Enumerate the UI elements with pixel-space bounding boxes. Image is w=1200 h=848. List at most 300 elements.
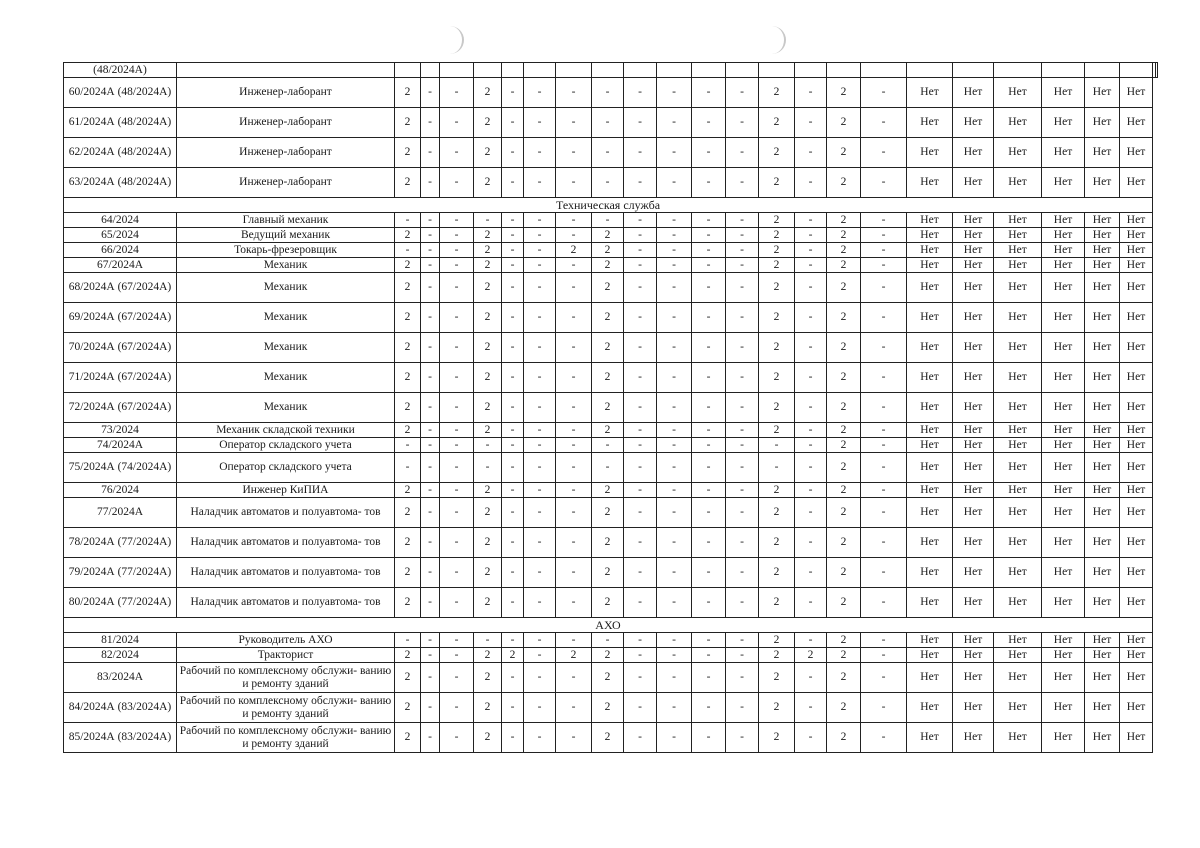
- value-cell: -: [726, 393, 759, 423]
- value-cell: 2: [556, 243, 592, 258]
- value-cell: -: [524, 363, 556, 393]
- value-cell: -: [624, 258, 657, 273]
- value-cell: Нет: [1085, 423, 1120, 438]
- value-cell: Нет: [1042, 138, 1085, 168]
- value-cell: 2: [759, 363, 795, 393]
- position-name-cell: Инженер-лаборант: [177, 138, 395, 168]
- value-cell: -: [524, 633, 556, 648]
- position-name-cell: Наладчик автоматов и полуавтома- тов: [177, 498, 395, 528]
- value-cell: -: [726, 558, 759, 588]
- value-cell: -: [440, 303, 474, 333]
- value-cell: Нет: [1042, 528, 1085, 558]
- workplace-code-cell: 78/2024А (77/2024А): [64, 528, 177, 558]
- position-name-cell: Рабочий по комплексному обслужи- ванию и ремонту зданий: [177, 693, 395, 723]
- value-cell: 2: [474, 498, 502, 528]
- value-cell: Нет: [1042, 663, 1085, 693]
- value-cell: -: [657, 498, 692, 528]
- value-cell: Нет: [1085, 258, 1120, 273]
- workplace-code-cell: 75/2024А (74/2024А): [64, 453, 177, 483]
- value-cell: 2: [827, 228, 861, 243]
- value-cell: -: [556, 213, 592, 228]
- value-cell: 2: [592, 228, 624, 243]
- value-cell: Нет: [994, 108, 1042, 138]
- value-cell: Нет: [1042, 498, 1085, 528]
- value-cell: Нет: [1085, 213, 1120, 228]
- value-cell: 2: [474, 528, 502, 558]
- value-cell: Нет: [953, 498, 994, 528]
- value-cell: -: [624, 228, 657, 243]
- value-cell: Нет: [907, 108, 953, 138]
- value-cell: -: [592, 168, 624, 198]
- value-cell: -: [726, 483, 759, 498]
- value-cell: -: [524, 333, 556, 363]
- workplace-code-cell: 84/2024А (83/2024А): [64, 693, 177, 723]
- position-name-cell: Ведущий механик: [177, 228, 395, 243]
- value-cell: [502, 63, 524, 78]
- table-row: [64, 558, 1158, 588]
- workplace-code-cell: 69/2024А (67/2024А): [64, 303, 177, 333]
- value-cell: 2: [759, 558, 795, 588]
- value-cell: -: [657, 663, 692, 693]
- value-cell: Нет: [1085, 588, 1120, 618]
- value-cell: -: [726, 213, 759, 228]
- value-cell: -: [440, 213, 474, 228]
- value-cell: 2: [474, 648, 502, 663]
- value-cell: 2: [759, 588, 795, 618]
- value-cell: -: [556, 138, 592, 168]
- value-cell: -: [861, 258, 907, 273]
- value-cell: [421, 63, 440, 78]
- value-cell: Нет: [1085, 663, 1120, 693]
- workplace-code-cell: 76/2024: [64, 483, 177, 498]
- value-cell: -: [502, 498, 524, 528]
- value-cell: -: [440, 243, 474, 258]
- value-cell: -: [795, 333, 827, 363]
- value-cell: -: [726, 723, 759, 753]
- value-cell: 2: [395, 423, 421, 438]
- value-cell: -: [795, 723, 827, 753]
- position-name-cell: Наладчик автоматов и полуавтома- тов: [177, 528, 395, 558]
- value-cell: -: [795, 663, 827, 693]
- value-cell: Нет: [907, 363, 953, 393]
- value-cell: -: [440, 558, 474, 588]
- value-cell: -: [726, 648, 759, 663]
- value-cell: Нет: [953, 693, 994, 723]
- value-cell: Нет: [1042, 228, 1085, 243]
- value-cell: [759, 63, 795, 78]
- value-cell: Нет: [1120, 213, 1153, 228]
- value-cell: Нет: [953, 393, 994, 423]
- value-cell: -: [657, 258, 692, 273]
- value-cell: -: [524, 483, 556, 498]
- value-cell: -: [556, 558, 592, 588]
- value-cell: -: [692, 498, 726, 528]
- value-cell: 2: [474, 723, 502, 753]
- value-cell: -: [421, 243, 440, 258]
- value-cell: Нет: [1042, 423, 1085, 438]
- value-cell: -: [395, 438, 421, 453]
- value-cell: -: [861, 588, 907, 618]
- position-name-cell: Оператор складского учета: [177, 453, 395, 483]
- value-cell: Нет: [1085, 558, 1120, 588]
- value-cell: 2: [759, 723, 795, 753]
- workplace-code-cell: 60/2024А (48/2024А): [64, 78, 177, 108]
- value-cell: -: [692, 258, 726, 273]
- value-cell: Нет: [1085, 303, 1120, 333]
- value-cell: Нет: [1085, 168, 1120, 198]
- value-cell: -: [624, 453, 657, 483]
- value-cell: -: [502, 723, 524, 753]
- value-cell: [953, 63, 994, 78]
- value-cell: -: [861, 108, 907, 138]
- value-cell: -: [624, 693, 657, 723]
- value-cell: -: [657, 723, 692, 753]
- table-row: [64, 138, 1158, 168]
- value-cell: [1120, 63, 1153, 78]
- table-row: [64, 333, 1158, 363]
- value-cell: 2: [474, 108, 502, 138]
- value-cell: -: [861, 453, 907, 483]
- position-name-cell: Рабочий по комплексному обслужи- ванию и ремонту зданий: [177, 663, 395, 693]
- workplace-code-cell: 80/2024А (77/2024А): [64, 588, 177, 618]
- value-cell: -: [795, 633, 827, 648]
- value-cell: Нет: [953, 648, 994, 663]
- value-cell: Нет: [1085, 483, 1120, 498]
- value-cell: -: [556, 258, 592, 273]
- value-cell: 2: [827, 393, 861, 423]
- value-cell: -: [795, 528, 827, 558]
- value-cell: -: [657, 138, 692, 168]
- value-cell: -: [657, 693, 692, 723]
- value-cell: -: [795, 498, 827, 528]
- value-cell: -: [624, 558, 657, 588]
- value-cell: -: [502, 663, 524, 693]
- value-cell: [692, 63, 726, 78]
- value-cell: Нет: [1085, 78, 1120, 108]
- value-cell: 2: [556, 648, 592, 663]
- value-cell: 2: [395, 588, 421, 618]
- value-cell: -: [502, 693, 524, 723]
- value-cell: Нет: [907, 168, 953, 198]
- value-cell: Нет: [1085, 363, 1120, 393]
- value-cell: -: [726, 228, 759, 243]
- value-cell: -: [524, 528, 556, 558]
- value-cell: Нет: [1120, 333, 1153, 363]
- value-cell: -: [502, 243, 524, 258]
- position-name-cell: Руководитель АХО: [177, 633, 395, 648]
- value-cell: Нет: [1085, 273, 1120, 303]
- value-cell: 2: [592, 588, 624, 618]
- value-cell: 2: [827, 633, 861, 648]
- value-cell: 2: [592, 558, 624, 588]
- value-cell: Нет: [1042, 648, 1085, 663]
- value-cell: Нет: [953, 528, 994, 558]
- value-cell: 2: [827, 438, 861, 453]
- value-cell: -: [795, 558, 827, 588]
- position-name-cell: Тракторист: [177, 648, 395, 663]
- value-cell: -: [592, 138, 624, 168]
- value-cell: Нет: [1042, 723, 1085, 753]
- value-cell: -: [421, 213, 440, 228]
- value-cell: Нет: [907, 333, 953, 363]
- value-cell: 2: [474, 78, 502, 108]
- value-cell: Нет: [907, 558, 953, 588]
- value-cell: Нет: [994, 393, 1042, 423]
- table-row: [64, 393, 1158, 423]
- value-cell: -: [524, 558, 556, 588]
- value-cell: -: [421, 303, 440, 333]
- value-cell: -: [861, 633, 907, 648]
- value-cell: -: [624, 438, 657, 453]
- workplace-code-cell: 72/2024А (67/2024А): [64, 393, 177, 423]
- value-cell: [474, 63, 502, 78]
- value-cell: [1085, 63, 1120, 78]
- workplace-code-cell: 68/2024А (67/2024А): [64, 273, 177, 303]
- value-cell: -: [692, 453, 726, 483]
- value-cell: 2: [827, 78, 861, 108]
- value-cell: Нет: [1042, 453, 1085, 483]
- value-cell: 2: [592, 333, 624, 363]
- value-cell: -: [692, 243, 726, 258]
- value-cell: 2: [395, 78, 421, 108]
- value-cell: -: [795, 453, 827, 483]
- value-cell: [994, 63, 1042, 78]
- value-cell: -: [861, 243, 907, 258]
- value-cell: Нет: [1120, 693, 1153, 723]
- value-cell: -: [726, 588, 759, 618]
- value-cell: Нет: [907, 138, 953, 168]
- value-cell: Нет: [1085, 243, 1120, 258]
- value-cell: -: [692, 663, 726, 693]
- value-cell: [1155, 63, 1158, 78]
- value-cell: 2: [395, 693, 421, 723]
- value-cell: Нет: [953, 663, 994, 693]
- value-cell: -: [556, 393, 592, 423]
- value-cell: Нет: [1085, 498, 1120, 528]
- value-cell: -: [440, 138, 474, 168]
- value-cell: -: [556, 528, 592, 558]
- value-cell: -: [440, 483, 474, 498]
- value-cell: [726, 63, 759, 78]
- value-cell: -: [692, 528, 726, 558]
- value-cell: -: [657, 168, 692, 198]
- value-cell: -: [395, 243, 421, 258]
- value-cell: Нет: [953, 138, 994, 168]
- value-cell: -: [861, 303, 907, 333]
- value-cell: Нет: [953, 438, 994, 453]
- value-cell: -: [861, 273, 907, 303]
- value-cell: Нет: [1085, 648, 1120, 663]
- value-cell: -: [421, 78, 440, 108]
- value-cell: -: [556, 588, 592, 618]
- value-cell: -: [726, 633, 759, 648]
- value-cell: -: [861, 663, 907, 693]
- value-cell: -: [657, 648, 692, 663]
- value-cell: Нет: [1120, 453, 1153, 483]
- value-cell: Нет: [994, 333, 1042, 363]
- position-name-cell: Рабочий по комплексному обслужи- ванию и ремонту зданий: [177, 723, 395, 753]
- value-cell: 2: [827, 303, 861, 333]
- value-cell: Нет: [907, 303, 953, 333]
- value-cell: -: [861, 213, 907, 228]
- section-title: Техническая служба: [64, 198, 1153, 213]
- value-cell: [795, 63, 827, 78]
- value-cell: -: [692, 558, 726, 588]
- value-cell: -: [502, 333, 524, 363]
- workplace-code-cell: (48/2024А): [64, 63, 177, 78]
- value-cell: -: [502, 138, 524, 168]
- value-cell: Нет: [1085, 438, 1120, 453]
- value-cell: Нет: [1042, 78, 1085, 108]
- value-cell: Нет: [1042, 213, 1085, 228]
- value-cell: Нет: [1120, 108, 1153, 138]
- value-cell: -: [502, 168, 524, 198]
- value-cell: 2: [474, 168, 502, 198]
- workplace-code-cell: 71/2024А (67/2024А): [64, 363, 177, 393]
- value-cell: 2: [502, 648, 524, 663]
- value-cell: -: [524, 423, 556, 438]
- value-cell: Нет: [1085, 228, 1120, 243]
- value-cell: -: [795, 693, 827, 723]
- value-cell: Нет: [1085, 453, 1120, 483]
- workplace-code-cell: 85/2024А (83/2024А): [64, 723, 177, 753]
- value-cell: Нет: [994, 528, 1042, 558]
- table-row: [64, 438, 1158, 453]
- value-cell: -: [726, 438, 759, 453]
- value-cell: 2: [395, 108, 421, 138]
- value-cell: -: [624, 663, 657, 693]
- value-cell: -: [692, 273, 726, 303]
- value-cell: Нет: [953, 303, 994, 333]
- value-cell: 2: [592, 258, 624, 273]
- value-cell: Нет: [953, 588, 994, 618]
- position-name-cell: Механик: [177, 273, 395, 303]
- value-cell: -: [421, 693, 440, 723]
- value-cell: -: [556, 693, 592, 723]
- table-row: [64, 78, 1158, 108]
- value-cell: -: [440, 693, 474, 723]
- value-cell: 2: [827, 453, 861, 483]
- value-cell: -: [440, 333, 474, 363]
- value-cell: Нет: [907, 393, 953, 423]
- value-cell: Нет: [907, 438, 953, 453]
- value-cell: Нет: [1120, 243, 1153, 258]
- value-cell: -: [524, 453, 556, 483]
- value-cell: 2: [474, 303, 502, 333]
- value-cell: -: [421, 528, 440, 558]
- value-cell: -: [524, 228, 556, 243]
- value-cell: 2: [827, 273, 861, 303]
- position-name-cell: Механик: [177, 393, 395, 423]
- table-row: [64, 723, 1158, 753]
- value-cell: 2: [827, 243, 861, 258]
- value-cell: -: [861, 393, 907, 423]
- value-cell: -: [692, 693, 726, 723]
- value-cell: -: [556, 453, 592, 483]
- workplace-code-cell: 77/2024А: [64, 498, 177, 528]
- value-cell: -: [524, 258, 556, 273]
- value-cell: -: [592, 108, 624, 138]
- workplace-code-cell: 70/2024А (67/2024А): [64, 333, 177, 363]
- table-row: [64, 663, 1158, 693]
- value-cell: 2: [592, 393, 624, 423]
- value-cell: Нет: [1120, 228, 1153, 243]
- value-cell: -: [524, 438, 556, 453]
- value-cell: 2: [827, 693, 861, 723]
- value-cell: -: [502, 363, 524, 393]
- value-cell: -: [421, 633, 440, 648]
- value-cell: -: [726, 258, 759, 273]
- value-cell: -: [726, 108, 759, 138]
- punch-hole-mark: [768, 26, 786, 54]
- value-cell: -: [795, 138, 827, 168]
- value-cell: 2: [759, 213, 795, 228]
- value-cell: -: [861, 723, 907, 753]
- value-cell: 2: [474, 558, 502, 588]
- value-cell: -: [421, 663, 440, 693]
- value-cell: 2: [759, 108, 795, 138]
- position-name-cell: Наладчик автоматов и полуавтома- тов: [177, 588, 395, 618]
- workplace-code-cell: 74/2024А: [64, 438, 177, 453]
- workplace-code-cell: 83/2024А: [64, 663, 177, 693]
- value-cell: [861, 63, 907, 78]
- value-cell: [907, 63, 953, 78]
- value-cell: Нет: [1120, 303, 1153, 333]
- value-cell: -: [440, 423, 474, 438]
- value-cell: Нет: [1085, 138, 1120, 168]
- value-cell: Нет: [953, 243, 994, 258]
- value-cell: -: [624, 528, 657, 558]
- value-cell: Нет: [1120, 483, 1153, 498]
- workplace-code-cell: 79/2024А (77/2024А): [64, 558, 177, 588]
- value-cell: -: [624, 168, 657, 198]
- value-cell: 2: [795, 648, 827, 663]
- value-cell: -: [524, 588, 556, 618]
- value-cell: -: [421, 273, 440, 303]
- value-cell: -: [624, 78, 657, 108]
- value-cell: 2: [395, 558, 421, 588]
- value-cell: -: [502, 483, 524, 498]
- value-cell: 2: [827, 528, 861, 558]
- value-cell: -: [692, 633, 726, 648]
- table-row: [64, 273, 1158, 303]
- value-cell: Нет: [907, 528, 953, 558]
- value-cell: 2: [474, 363, 502, 393]
- value-cell: [556, 63, 592, 78]
- value-cell: -: [524, 213, 556, 228]
- value-cell: -: [421, 558, 440, 588]
- value-cell: Нет: [953, 258, 994, 273]
- workplace-code-cell: 63/2024А (48/2024А): [64, 168, 177, 198]
- value-cell: Нет: [907, 453, 953, 483]
- value-cell: -: [395, 633, 421, 648]
- value-cell: 2: [474, 273, 502, 303]
- value-cell: 2: [827, 723, 861, 753]
- value-cell: -: [524, 138, 556, 168]
- value-cell: -: [502, 78, 524, 108]
- value-cell: Нет: [994, 693, 1042, 723]
- position-name-cell: Механик: [177, 333, 395, 363]
- value-cell: Нет: [994, 303, 1042, 333]
- value-cell: -: [592, 438, 624, 453]
- value-cell: -: [726, 168, 759, 198]
- value-cell: 2: [474, 243, 502, 258]
- value-cell: -: [421, 723, 440, 753]
- value-cell: Нет: [907, 693, 953, 723]
- value-cell: -: [421, 453, 440, 483]
- value-cell: -: [624, 498, 657, 528]
- value-cell: -: [726, 243, 759, 258]
